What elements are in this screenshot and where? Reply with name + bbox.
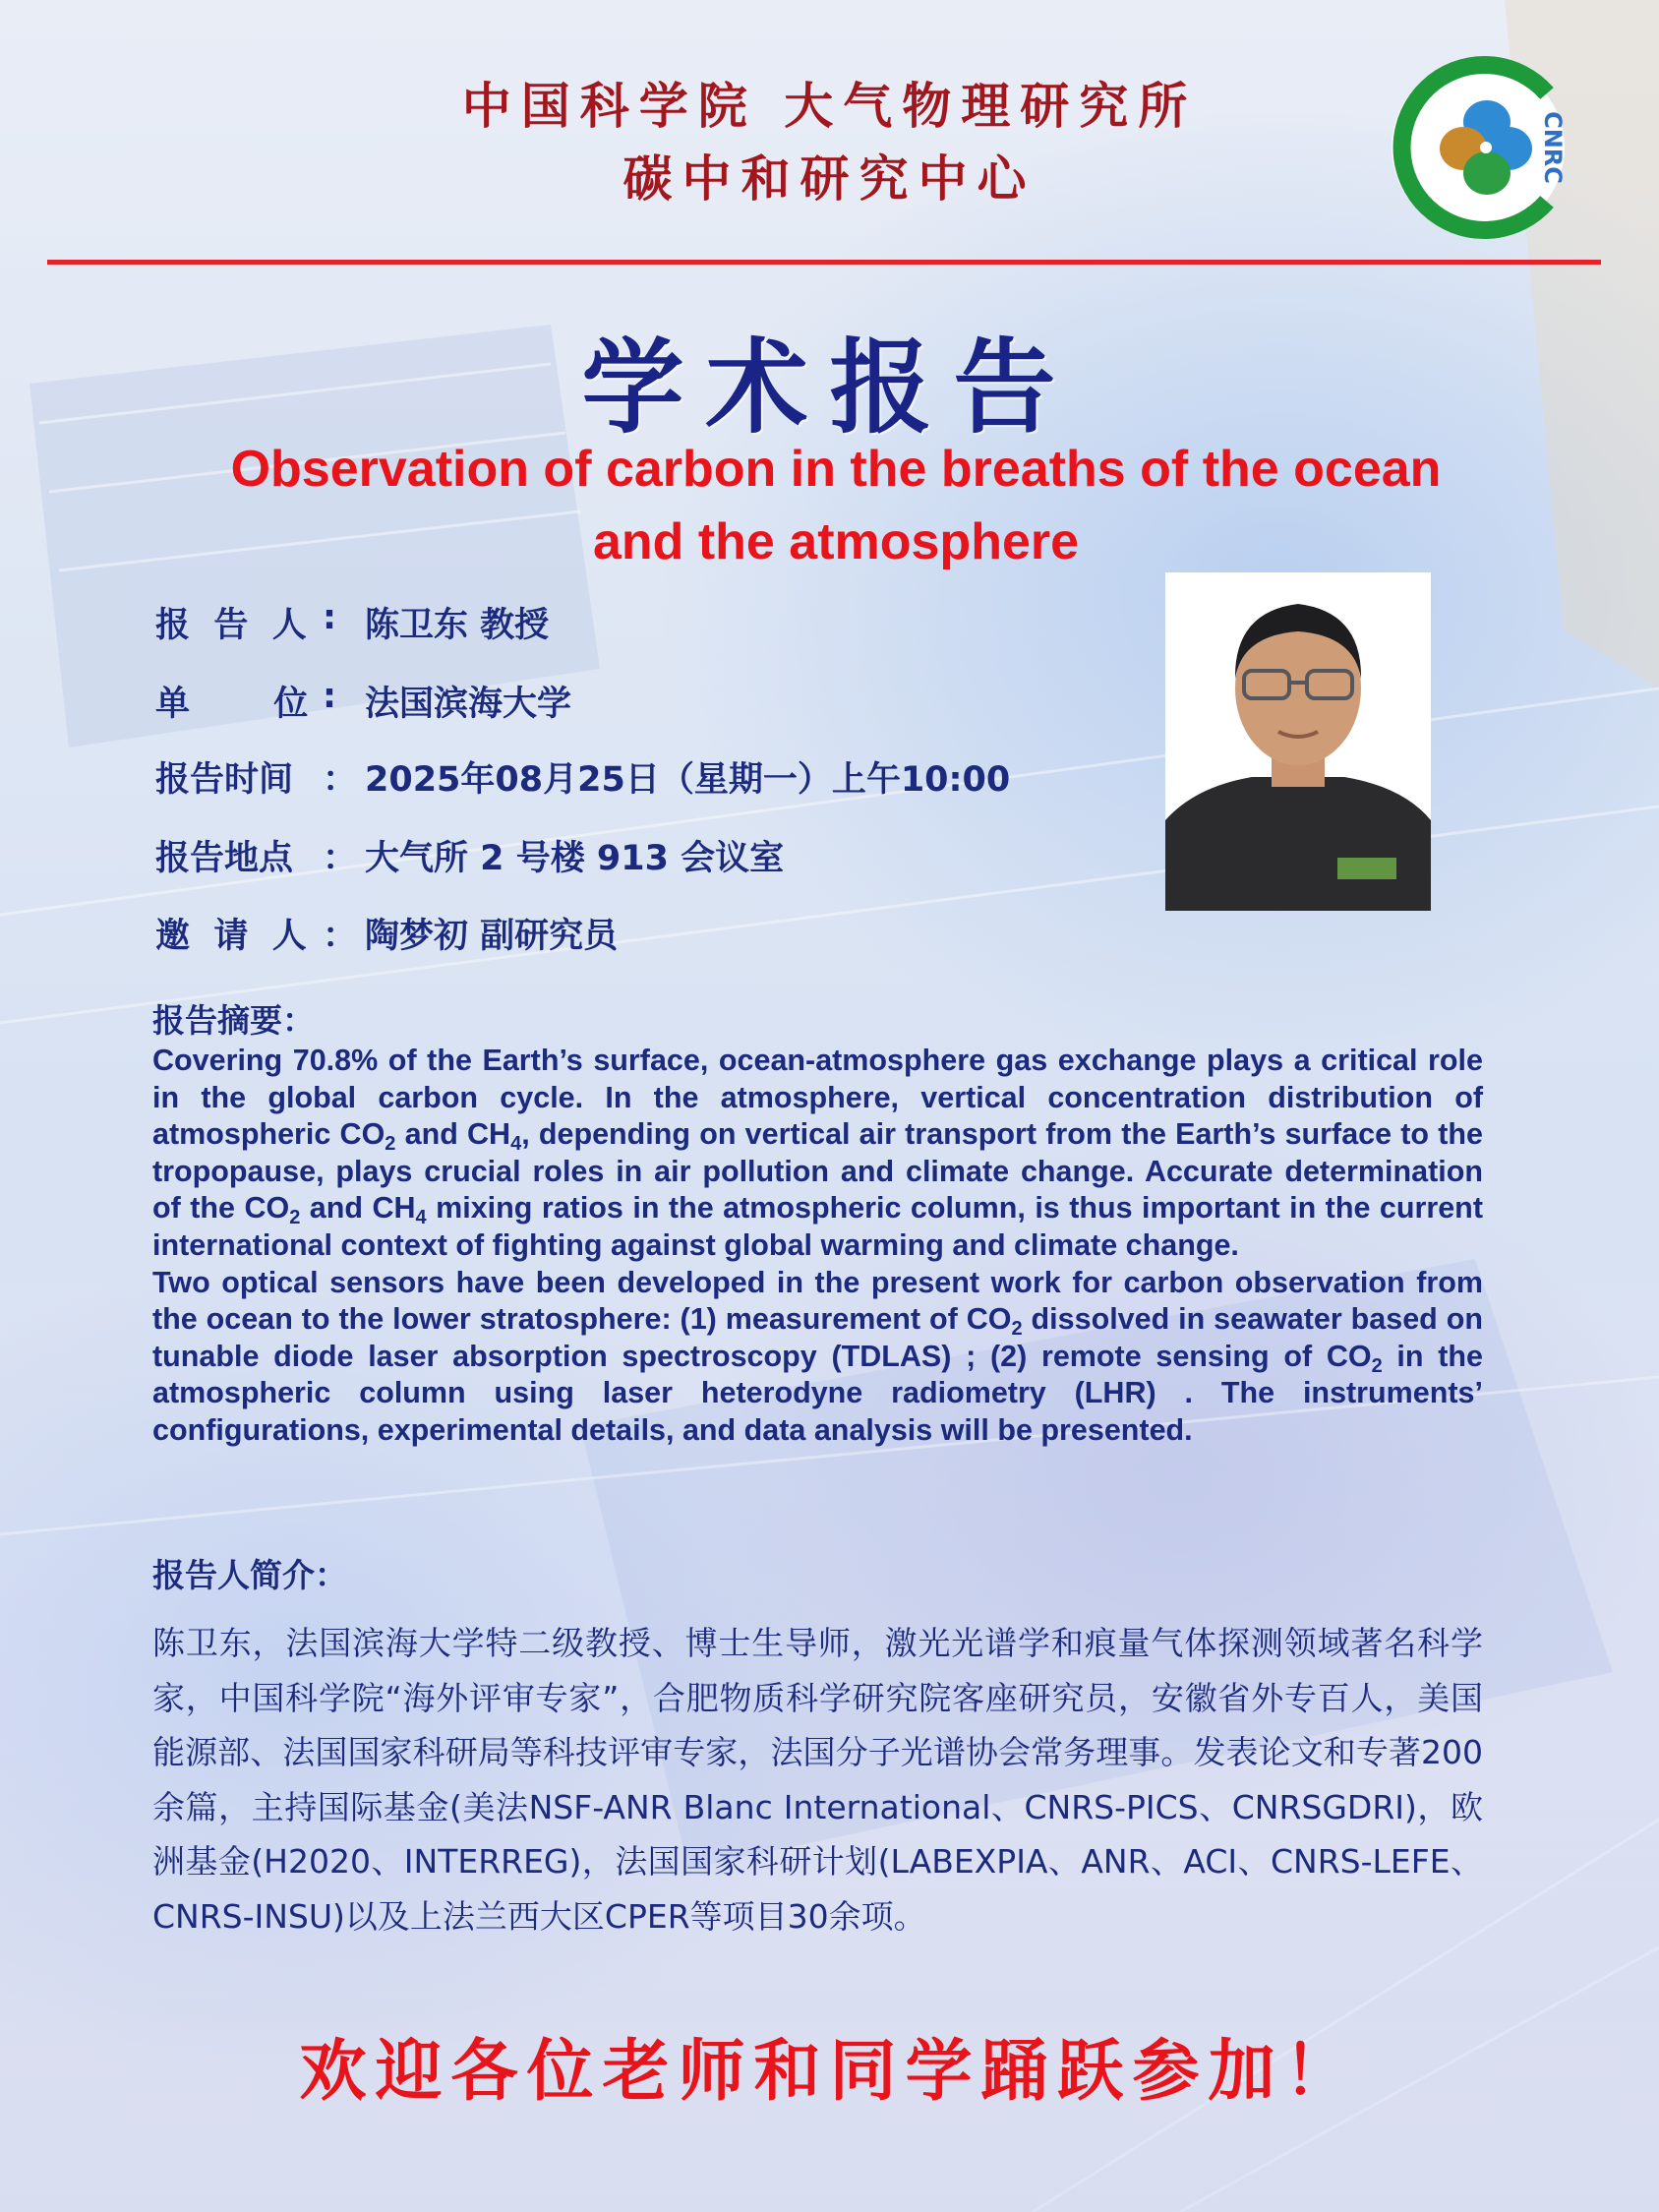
info-separator: ： <box>323 839 358 878</box>
abstract-paragraph-1 <box>152 1043 1483 1265</box>
abstract-text-run: Covering 70.8% of the Earth’s surface, ocean-atmosphere gas exchange plays a critical role in the global carbon cycle. In the atmosphere, vertical concentration distribution of atmospheric CO <box>152 1044 1483 1152</box>
info-separator: : <box>323 677 336 716</box>
abstract-heading: 报告摘要： <box>152 1001 315 1040</box>
info-separator: ： <box>323 760 358 800</box>
poster-title: 学术报告 <box>581 327 1078 448</box>
abstract-text-run: dissolved in seawater based on tunable diode laser absorption spectroscopy (TDLAS) ; (2) remote sensing of CO <box>152 1302 1483 1373</box>
info-value: 陶梦初 副研究员 <box>365 917 619 956</box>
info-label: 报告地点 <box>155 839 294 878</box>
speaker-photo <box>1165 572 1431 911</box>
abstract-text <box>152 1043 1483 1450</box>
abstract-text-run: in the atmospheric column using laser heterodyne radiometry (LHR) . The instruments’ configurations, experimental details, and data analysis will be presented. <box>152 1339 1483 1447</box>
talk-title-line1: Observation of carbon in the breaths of the ocean <box>230 441 1442 498</box>
info-value: 陈卫东 教授 <box>365 606 550 645</box>
abstract-text-run: and CH <box>300 1191 416 1226</box>
welcome-message: 欢迎各位老师和同学踊跃参加！ <box>299 2032 1360 2111</box>
info-value: 法国滨海大学 <box>365 685 572 724</box>
abstract-text-run: , depending on vertical air transport from the Earth’s surface to the tropopause, plays crucial roles in air pollution and climate change. Accurate determination of the CO <box>152 1117 1483 1226</box>
subscript: 2 <box>289 1207 301 1229</box>
info-label: 报 告 人 <box>155 606 307 645</box>
abstract-text-run: and CH <box>395 1117 511 1152</box>
subscript: 2 <box>1011 1318 1023 1341</box>
subscript: 2 <box>385 1133 396 1156</box>
info-value: 2025年08月25日（星期一）上午10:00 <box>365 760 1011 800</box>
subscript: 4 <box>415 1207 427 1229</box>
info-label: 邀 请 人 <box>155 917 307 956</box>
talk-title-line2: and the atmosphere <box>592 513 1080 570</box>
institute-name-line1: 中国科学院 大气物理研究所 <box>461 77 1198 135</box>
talk-title <box>177 433 1495 578</box>
abstract-text-run: Two optical sensors have been developed in the present work for carbon observation from the ocean to the lower stratosphere: (1) measurement of CO <box>152 1265 1483 1337</box>
bio-heading: 报告人简介： <box>152 1556 347 1594</box>
cnrc-logo <box>1385 49 1581 246</box>
subscript: 4 <box>510 1133 522 1156</box>
info-label: 单 位 <box>155 685 309 724</box>
abstract-text-run: mixing ratios in the atmospheric column, is thus important in the current international context of fighting against global warming and climate change. <box>152 1191 1483 1262</box>
info-separator: : <box>323 598 336 637</box>
info-value: 大气所 2 号楼 913 会议室 <box>365 839 785 878</box>
bio-text: 陈卫东，法国滨海大学特二级教授、博士生导师，激光光谱学和痕量气体探测领域著名科学家，中国科学院“海外评审专家”，合肥物质科学研究院客座研究员，安徽省外专百人，美国能源部、法国国家科研局等科技评审专家，法国分子光谱协会常务理事。发表论文和专著200余篇，主持国际基金(美法NSF-ANR Blanc International、CNRS-PICS、CNRSGDRI)，欧洲基金(H2020、INTERREG)，法国国家科研计划(LABEXPIA、ANR、ACI、CNRS-LEFE、CNRS-INSU)以及上法兰西大区CPER等项目30余项。 <box>152 1624 1483 1936</box>
logo-text: CNRC <box>1539 111 1567 184</box>
header-divider <box>47 260 1601 265</box>
info-separator: ： <box>323 917 358 956</box>
institute-name-line2: 碳中和研究中心 <box>622 149 1037 208</box>
abstract-paragraph-2 <box>152 1265 1483 1450</box>
info-label: 报告时间 <box>155 760 294 800</box>
subscript: 2 <box>1371 1354 1383 1377</box>
